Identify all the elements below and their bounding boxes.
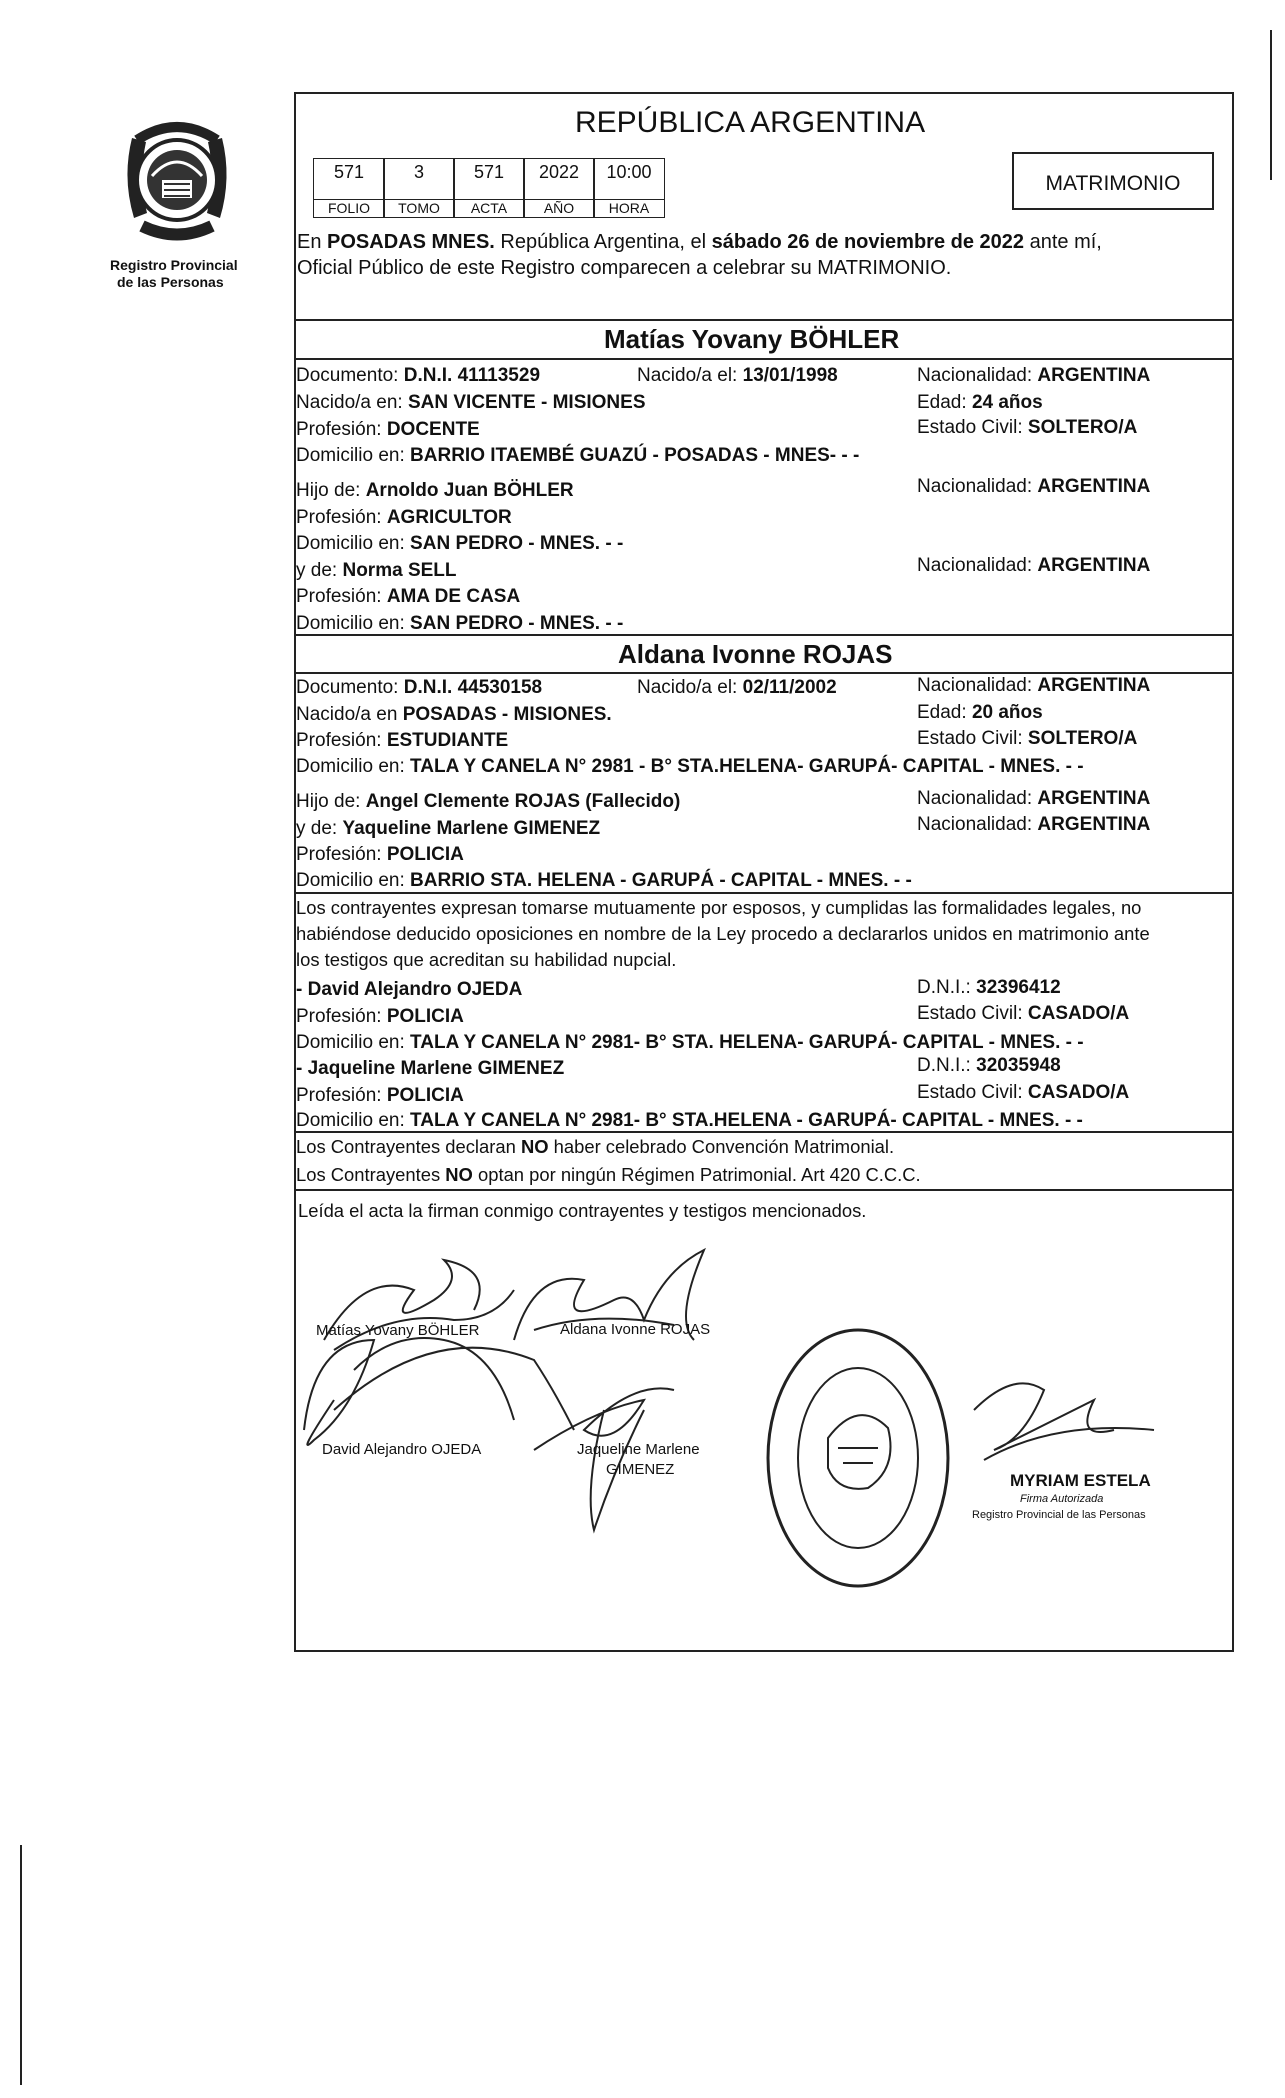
groom-doc: Documento: D.N.I. 41113529: [296, 365, 541, 386]
logo-caption-2: de las Personas: [117, 274, 224, 290]
bride-name: Aldana Ivonne ROJAS: [618, 639, 893, 669]
official-stamp-icon: [758, 1318, 958, 1598]
bride-mother-nationality: Nacionalidad: ARGENTINA: [917, 814, 1151, 835]
cell-anio: 2022 AÑO: [523, 158, 595, 218]
groom-age: Edad: 24 años: [917, 392, 1043, 413]
groom-mother-nationality: Nacionalidad: ARGENTINA: [917, 555, 1151, 576]
cell-tomo: 3 TOMO: [383, 158, 455, 218]
bride-born-on: Nacido/a el: 02/11/2002: [637, 677, 837, 698]
groom-father-profession: Profesión: AGRICULTOR: [296, 507, 512, 528]
groom-civil: Estado Civil: SOLTERO/A: [917, 417, 1138, 438]
registry-logo: [112, 118, 242, 253]
bride-doc: Documento: D.N.I. 44530158: [296, 677, 543, 698]
witness2-name: - Jaqueline Marlene GIMENEZ: [296, 1058, 565, 1079]
declaration-line-1: Los contrayentes expresan tomarse mutuamente por esposos, y cumplidas las formalidades legales, no: [296, 897, 1142, 918]
groom-name: Matías Yovany BÖHLER: [604, 324, 900, 354]
bride-father-nationality: Nacionalidad: ARGENTINA: [917, 788, 1151, 809]
record-type-box: [1012, 152, 1214, 210]
witness2-profession: Profesión: POLICIA: [296, 1085, 464, 1106]
groom-father: Hijo de: Arnoldo Juan BÖHLER: [296, 480, 574, 501]
witness1-civil: Estado Civil: CASADO/A: [917, 1003, 1130, 1024]
bride-civil: Estado Civil: SOLTERO/A: [917, 728, 1138, 749]
groom-born-on: Nacido/a el: 13/01/1998: [637, 365, 838, 386]
groom-nationality: Nacionalidad: ARGENTINA: [917, 365, 1151, 386]
bride-signature-caption: Aldana Ivonne ROJAS: [560, 1321, 711, 1338]
bride-mother: y de: Yaqueline Marlene GIMENEZ: [296, 818, 601, 839]
divider: [294, 634, 1234, 636]
bride-mother-profession: Profesión: POLICIA: [296, 844, 464, 865]
groom-father-address: Domicilio en: SAN PEDRO - MNES. - -: [296, 533, 624, 554]
cell-hora: 10:00 HORA: [593, 158, 665, 218]
divider: [294, 358, 1234, 360]
cell-acta: 571 ACTA: [453, 158, 525, 218]
bride-age: Edad: 20 años: [917, 702, 1043, 723]
groom-mother-address: Domicilio en: SAN PEDRO - MNES. - -: [296, 613, 624, 634]
declaration-line-2: habiéndose deducido oposiciones en nombre de la Ley procedo a declararlos unidos en matrimonio ante: [296, 923, 1150, 944]
divider: [294, 892, 1234, 894]
groom-signature-caption: Matías Yovany BÖHLER: [316, 1322, 480, 1339]
closing-text: Leída el acta la firman conmigo contrayentes y testigos mencionados.: [298, 1200, 867, 1221]
declaration-line-3: los testigos que acreditan su habilidad nupcial.: [296, 949, 677, 970]
margin-mark: [20, 1845, 22, 2085]
groom-father-nationality: Nacionalidad: ARGENTINA: [917, 476, 1151, 497]
bride-born-in: Nacido/a en POSADAS - MISIONES.: [296, 704, 612, 725]
bride-nationality: Nacionalidad: ARGENTINA: [917, 675, 1151, 696]
logo-caption-1: Registro Provincial: [110, 257, 238, 273]
divider: [294, 1131, 1234, 1133]
official-line-3: Registro Provincial de las Personas: [972, 1509, 1146, 1521]
intro-line-1: En POSADAS MNES. República Argentina, el sábado 26 de noviembre de 2022 ante mí,: [297, 231, 1102, 253]
official-line-2: Firma Autorizada: [1020, 1493, 1104, 1505]
margin-mark: [1270, 30, 1272, 180]
witness2-signature-caption-2: GIMENEZ: [606, 1461, 675, 1478]
divider: [294, 319, 1234, 321]
witness1-address: Domicilio en: TALA Y CANELA N° 2981- B° STA. HELENA- GARUPÁ- CAPITAL - MNES. - -: [296, 1032, 1084, 1053]
divider: [294, 672, 1234, 674]
witness1-profession: Profesión: POLICIA: [296, 1006, 464, 1027]
groom-address: Domicilio en: BARRIO ITAEMBÉ GUAZÚ - POSADAS - MNES- - -: [296, 445, 860, 466]
cell-folio: 571 FOLIO: [313, 158, 385, 218]
bride-profession: Profesión: ESTUDIANTE: [296, 730, 509, 751]
groom-mother: y de: Norma SELL: [296, 560, 457, 581]
bride-mother-address: Domicilio en: BARRIO STA. HELENA - GARUPÁ - CAPITAL - MNES. - -: [296, 870, 912, 891]
witness2-civil: Estado Civil: CASADO/A: [917, 1082, 1130, 1103]
divider: [294, 1189, 1234, 1191]
witness2-signature-caption-1: Jaqueline Marlene: [577, 1441, 700, 1458]
intro-line-2: Oficial Público de este Registro comparecen a celebrar su MATRIMONIO.: [297, 257, 952, 279]
groom-profession: Profesión: DOCENTE: [296, 419, 480, 440]
groom-born-in: Nacido/a en: SAN VICENTE - MISIONES: [296, 392, 646, 413]
witness2-address: Domicilio en: TALA Y CANELA N° 2981- B° STA.HELENA - GARUPÁ- CAPITAL - MNES. - -: [296, 1110, 1083, 1131]
groom-mother-profession: Profesión: AMA DE CASA: [296, 586, 521, 607]
provincial-seal-icon: [112, 118, 242, 253]
witness1-name: - David Alejandro OJEDA: [296, 979, 523, 1000]
convention-line-1: Los Contrayentes declaran NO haber celebrado Convención Matrimonial.: [296, 1136, 895, 1157]
official-stamp: [758, 1318, 958, 1598]
official-name: MYRIAM ESTELA: [1010, 1471, 1151, 1490]
witness2-dni: D.N.I.: 32035948: [917, 1055, 1061, 1076]
witness1-signature-caption: David Alejandro OJEDA: [322, 1441, 482, 1458]
convention-line-2: Los Contrayentes NO optan por ningún Régimen Patrimonial. Art 420 C.C.C.: [296, 1164, 921, 1185]
bride-address: Domicilio en: TALA Y CANELA N° 2981 - B° STA.HELENA- GARUPÁ- CAPITAL - MNES. - -: [296, 756, 1084, 777]
witness1-dni: D.N.I.: 32396412: [917, 977, 1061, 998]
page-title: REPÚBLICA ARGENTINA: [575, 106, 926, 139]
bride-father: Hijo de: Angel Clemente ROJAS (Fallecido): [296, 791, 681, 812]
record-type-label: MATRIMONIO: [1045, 172, 1181, 195]
